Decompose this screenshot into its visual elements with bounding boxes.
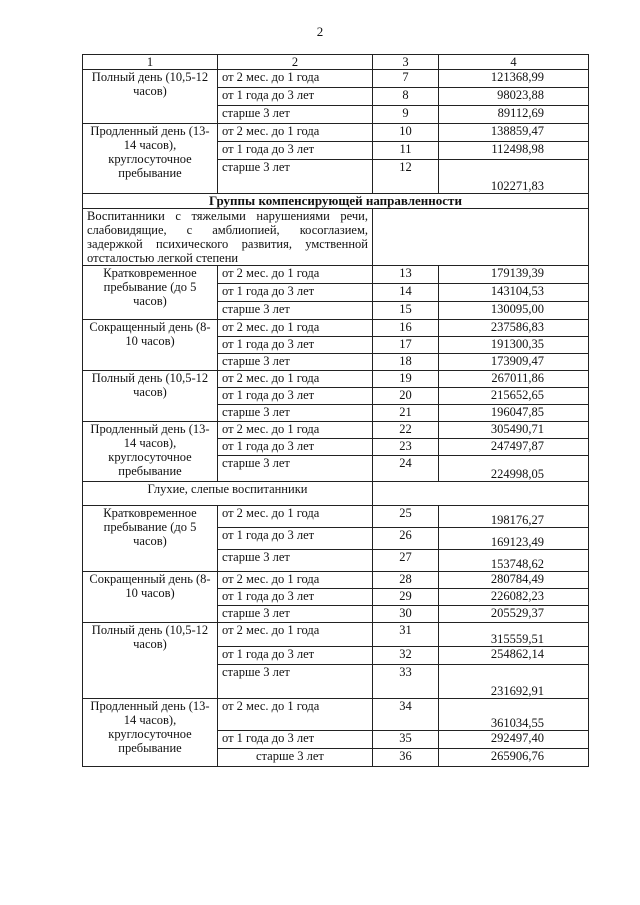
row-number: 36 <box>373 749 439 767</box>
age-cell: от 2 мес. до 1 года <box>218 371 373 388</box>
age-cell: от 1 года до 3 лет <box>218 731 373 749</box>
category-row <box>83 482 589 506</box>
age-cell: от 2 мес. до 1 года <box>218 70 373 88</box>
age-cell: от 1 года до 3 лет <box>218 528 373 550</box>
table-header-row <box>83 55 589 70</box>
value-cell: 292497,40 <box>439 731 589 749</box>
value-cell: 102271,83 <box>439 160 589 194</box>
empty-cell <box>373 482 589 506</box>
table-row <box>83 422 589 439</box>
value-cell: 265906,76 <box>439 749 589 767</box>
group-label: Продленный день (13-14 часов), круглосуточное пребывание <box>83 699 218 767</box>
group-label: Продленный день (13-14 часов), круглосуточное пребывание <box>83 422 218 482</box>
row-number: 25 <box>373 506 439 528</box>
age-cell: от 2 мес. до 1 года <box>218 124 373 142</box>
age-cell: от 2 мес. до 1 года <box>218 266 373 284</box>
row-number: 16 <box>373 320 439 337</box>
row-number: 30 <box>373 606 439 623</box>
age-cell: от 1 года до 3 лет <box>218 88 373 106</box>
value-cell: 315559,51 <box>439 623 589 647</box>
age-cell: от 1 года до 3 лет <box>218 337 373 354</box>
row-number: 32 <box>373 647 439 665</box>
age-cell: старше 3 лет <box>218 354 373 371</box>
row-number: 17 <box>373 337 439 354</box>
age-cell: от 1 года до 3 лет <box>218 388 373 405</box>
row-number: 9 <box>373 106 439 124</box>
age-cell: старше 3 лет <box>218 302 373 320</box>
value-cell: 254862,14 <box>439 647 589 665</box>
group-label: Продленный день (13-14 часов), круглосуточное пребывание <box>83 124 218 194</box>
row-number: 21 <box>373 405 439 422</box>
age-cell: от 1 года до 3 лет <box>218 284 373 302</box>
row-number: 13 <box>373 266 439 284</box>
group-label: Полный день (10,5-12 часов) <box>83 70 218 124</box>
table-row <box>83 623 589 647</box>
category-row <box>83 209 589 266</box>
value-cell: 138859,47 <box>439 124 589 142</box>
group-label: Кратковременное пребывание (до 5 часов) <box>83 266 218 320</box>
age-cell: старше 3 лет <box>218 405 373 422</box>
column-header: 1 <box>83 55 218 70</box>
value-cell: 205529,37 <box>439 606 589 623</box>
value-cell: 231692,91 <box>439 665 589 699</box>
age-cell: старше 3 лет <box>218 456 373 482</box>
age-cell: старше 3 лет <box>218 550 373 572</box>
value-cell: 237586,83 <box>439 320 589 337</box>
row-number: 23 <box>373 439 439 456</box>
age-cell: от 1 года до 3 лет <box>218 142 373 160</box>
age-cell: от 2 мес. до 1 года <box>218 623 373 647</box>
value-cell: 173909,47 <box>439 354 589 371</box>
table-row <box>83 124 589 142</box>
age-cell: старше 3 лет <box>218 606 373 623</box>
age-cell: от 2 мес. до 1 года <box>218 506 373 528</box>
row-number: 12 <box>373 160 439 194</box>
age-cell: старше 3 лет <box>218 106 373 124</box>
age-cell: старше 3 лет <box>218 160 373 194</box>
age-cell: от 1 года до 3 лет <box>218 439 373 456</box>
value-cell: 89112,69 <box>439 106 589 124</box>
value-cell: 215652,65 <box>439 388 589 405</box>
value-cell: 153748,62 <box>439 550 589 572</box>
table-row <box>83 371 589 388</box>
value-cell: 267011,86 <box>439 371 589 388</box>
table-row <box>83 266 589 284</box>
value-cell: 305490,71 <box>439 422 589 439</box>
row-number: 18 <box>373 354 439 371</box>
row-number: 15 <box>373 302 439 320</box>
row-number: 27 <box>373 550 439 572</box>
table-row <box>83 699 589 731</box>
value-cell: 143104,53 <box>439 284 589 302</box>
value-cell: 280784,49 <box>439 572 589 589</box>
tariff-table <box>82 54 589 767</box>
row-number: 11 <box>373 142 439 160</box>
value-cell: 98023,88 <box>439 88 589 106</box>
row-number: 22 <box>373 422 439 439</box>
table-row <box>83 572 589 589</box>
value-cell: 198176,27 <box>439 506 589 528</box>
category-label: Глухие, слепые воспитанники <box>83 482 373 506</box>
group-label: Полный день (10,5-12 часов) <box>83 371 218 422</box>
age-cell: от 1 года до 3 лет <box>218 589 373 606</box>
row-number: 10 <box>373 124 439 142</box>
row-number: 34 <box>373 699 439 731</box>
row-number: 19 <box>373 371 439 388</box>
age-cell: от 1 года до 3 лет <box>218 647 373 665</box>
row-number: 35 <box>373 731 439 749</box>
row-number: 20 <box>373 388 439 405</box>
value-cell: 247497,87 <box>439 439 589 456</box>
row-number: 26 <box>373 528 439 550</box>
column-header: 4 <box>439 55 589 70</box>
group-label: Полный день (10,5-12 часов) <box>83 623 218 699</box>
column-header: 2 <box>218 55 373 70</box>
row-number: 8 <box>373 88 439 106</box>
row-number: 28 <box>373 572 439 589</box>
row-number: 24 <box>373 456 439 482</box>
value-cell: 191300,35 <box>439 337 589 354</box>
age-cell: от 2 мес. до 1 года <box>218 572 373 589</box>
value-cell: 121368,99 <box>439 70 589 88</box>
value-cell: 226082,23 <box>439 589 589 606</box>
value-cell: 224998,05 <box>439 456 589 482</box>
age-cell: от 2 мес. до 1 года <box>218 699 373 731</box>
row-number: 31 <box>373 623 439 647</box>
row-number: 33 <box>373 665 439 699</box>
table-row <box>83 506 589 528</box>
value-cell: 179139,39 <box>439 266 589 284</box>
column-header: 3 <box>373 55 439 70</box>
table-row <box>83 320 589 337</box>
category-label: Воспитанники с тяжелыми нарушениями речи, слабовидящие, с амблиопией, косоглазием, задержкой психического развития, умственной отсталостью легкой степени <box>83 209 373 266</box>
section-row <box>83 194 589 209</box>
value-cell: 112498,98 <box>439 142 589 160</box>
value-cell: 130095,00 <box>439 302 589 320</box>
page-number: 2 <box>316 24 324 39</box>
group-label: Сокращенный день (8-10 часов) <box>83 572 218 623</box>
section-title: Группы компенсирующей направленности <box>83 194 589 209</box>
table-row <box>83 70 589 88</box>
row-number: 14 <box>373 284 439 302</box>
value-cell: 361034,55 <box>439 699 589 731</box>
value-cell: 196047,85 <box>439 405 589 422</box>
age-cell: от 2 мес. до 1 года <box>218 422 373 439</box>
row-number: 7 <box>373 70 439 88</box>
row-number: 29 <box>373 589 439 606</box>
group-label: Сокращенный день (8-10 часов) <box>83 320 218 371</box>
group-label: Кратковременное пребывание (до 5 часов) <box>83 506 218 572</box>
value-cell: 169123,49 <box>439 528 589 550</box>
empty-cell <box>373 209 589 266</box>
age-cell: старше 3 лет <box>218 749 373 767</box>
age-cell: старше 3 лет <box>218 665 373 699</box>
age-cell: от 2 мес. до 1 года <box>218 320 373 337</box>
